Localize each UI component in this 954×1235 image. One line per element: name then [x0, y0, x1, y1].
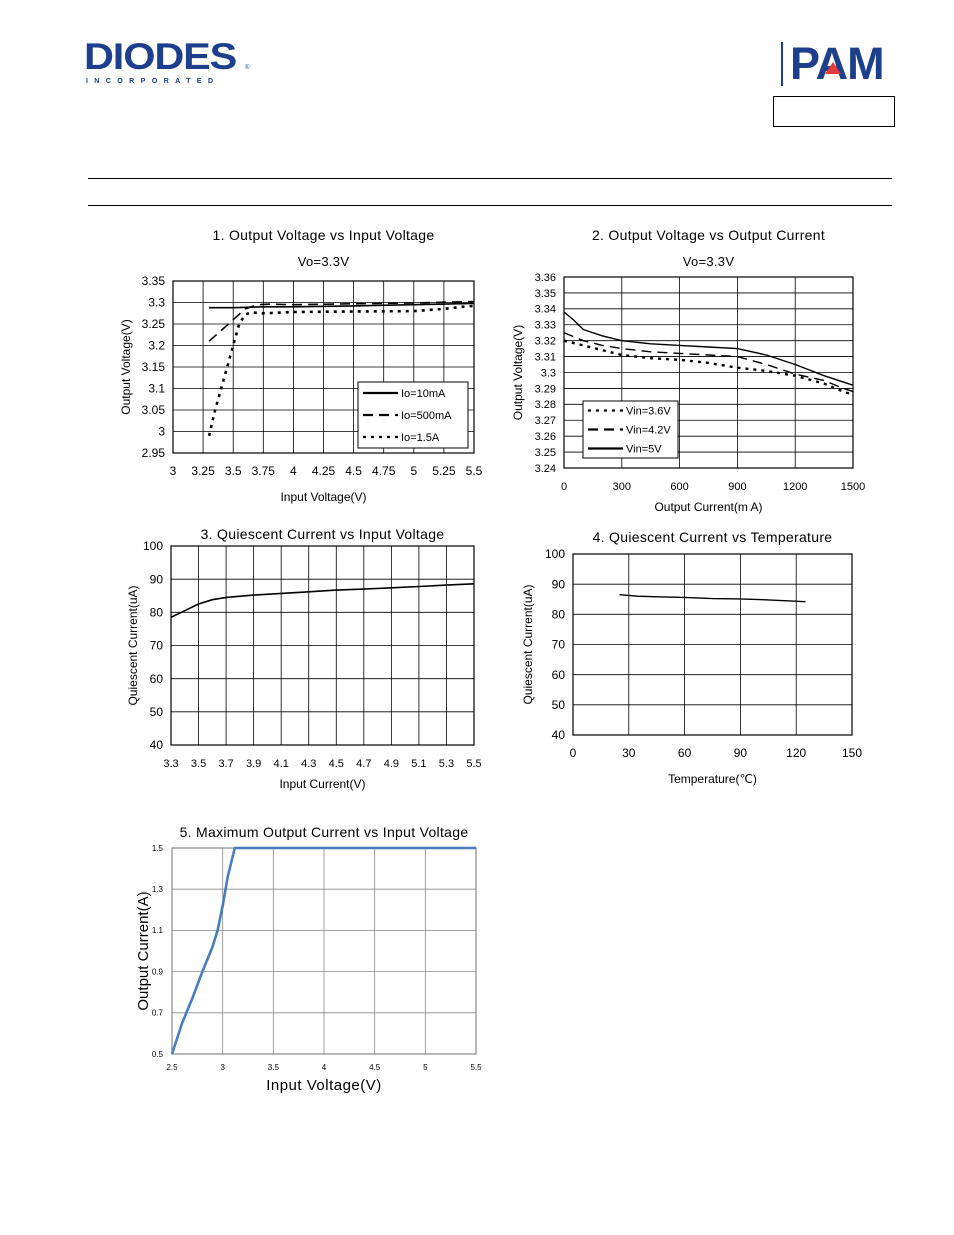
chart-4-y-tick-label: 80: [551, 607, 565, 622]
chart-3-x-tick-label: 4.1: [273, 758, 289, 770]
chart-1-x-tick-label: 5.5: [465, 464, 483, 478]
chart-5-y-axis-label: Output Current(A): [135, 891, 152, 1011]
chart-2-subtitle: Vo=3.3V: [682, 254, 735, 269]
chart-2-y-tick-label: 3.25: [534, 446, 556, 459]
chart-3-y-tick-label: 90: [149, 572, 163, 587]
chart-1-y-tick-label: 3: [158, 424, 165, 439]
chart-3-x-tick-label: 5.1: [411, 758, 427, 770]
chart-1-x-tick-label: 4.25: [311, 464, 336, 478]
chart-4-x-tick-label: 60: [677, 746, 692, 760]
chart-1-y-axis-label: Output Voltage(V): [119, 319, 133, 415]
chart-5-y-tick-label: 1.1: [151, 926, 163, 936]
chart-4-y-tick-label: 60: [551, 667, 565, 682]
chart-5-y-tick-label: 1.3: [151, 885, 163, 894]
chart-1-title: 1. Output Voltage vs Input Voltage: [212, 227, 435, 243]
chart-5-x-tick-label: 4: [321, 1063, 327, 1072]
chart-1-x-tick-label: 4.5: [345, 464, 362, 478]
chart-2-x-axis-label: Output Current(m A): [654, 500, 763, 514]
chart-3-x-tick-label: 4.3: [301, 758, 317, 770]
chart-4-title: 4. Quiescent Current vs Temperature: [592, 529, 833, 545]
chart-5-x-tick-label: 4.5: [369, 1063, 381, 1072]
chart-2-x-tick-label: 600: [670, 481, 689, 493]
chart-2-y-tick-label: 3.34: [534, 303, 556, 316]
chart-2-y-tick-label: 3.24: [534, 462, 556, 475]
chart-2-title: 2. Output Voltage vs Output Current: [591, 227, 826, 243]
chart-1-subtitle: Vo=3.3V: [297, 254, 350, 269]
chart-1-y-tick-label: 3.05: [141, 403, 165, 418]
chart-3-y-tick-label: 80: [149, 605, 163, 620]
chart-3-y-tick-label: 50: [149, 705, 163, 720]
chart-2-y-tick-label: 3.27: [534, 415, 556, 428]
chart-1-x-tick-label: 3.75: [251, 464, 275, 478]
chart-5-x-tick-label: 5: [423, 1063, 428, 1072]
chart-1-y-tick-label: 3.2: [148, 338, 165, 353]
chart-1-y-tick-label: 3.35: [141, 274, 165, 289]
chart-3-x-tick-label: 3.3: [163, 758, 179, 770]
chart-3-x-tick-label: 4.5: [328, 758, 344, 770]
chart-1-x-tick-label: 3.25: [191, 464, 215, 478]
chart-3-y-tick-label: 70: [149, 638, 163, 653]
chart-4-y-tick-label: 70: [551, 637, 565, 652]
diodes-logo-text: DIODES: [84, 36, 237, 77]
chart-1-x-tick-label: 3: [169, 464, 177, 478]
chart-1-y-tick-label: 3.1: [148, 381, 165, 396]
chart-5-y-tick-label: 0.9: [151, 967, 163, 977]
chart-3-x-tick-label: 5.5: [466, 758, 482, 770]
chart-1-x-tick-label: 5.25: [432, 464, 456, 478]
chart-4-x-tick-label: 30: [622, 746, 636, 760]
chart-1-series-line: [209, 302, 474, 342]
chart-4-y-tick-label: 100: [544, 547, 565, 562]
chart-3-x-tick-label: 4.7: [356, 758, 372, 770]
chart-2-y-tick-label: 3.28: [534, 399, 556, 412]
chart-3-y-tick-label: 40: [149, 738, 163, 753]
chart-2-series-line: [564, 312, 853, 385]
chart-1-x-tick-label: 4: [290, 464, 297, 478]
chart-5-title: 5. Maximum Output Current vs Input Voltage: [179, 824, 469, 840]
chart-5-x-tick-label: 2.5: [166, 1063, 178, 1072]
chart-1-x-tick-label: 5: [410, 464, 418, 478]
chart-2-y-tick-label: 3.3: [540, 367, 556, 380]
chart-2-y-tick-label: 3.35: [534, 287, 556, 300]
chart-2-legend-label: Vin=4.2V: [626, 424, 671, 437]
chart-4-x-tick-label: 150: [841, 746, 863, 760]
chart-2-y-tick-label: 3.29: [534, 383, 556, 396]
chart-2-x-tick-label: 1200: [782, 481, 808, 493]
chart-2-y-tick-label: 3.33: [534, 319, 556, 332]
chart-2-x-tick-label: 0: [560, 481, 568, 493]
chart-4-y-tick-label: 90: [551, 577, 565, 592]
chart-2-y-tick-label: 3.31: [534, 351, 556, 364]
chart-1-legend-label: Io=500mA: [401, 410, 452, 422]
chart-1-y-tick-label: 3.25: [141, 317, 165, 332]
chart-2-y-axis-label: Output Voltage(V): [511, 324, 525, 421]
chart-1-legend-label: Io=10mA: [401, 388, 446, 400]
chart-4-x-tick-label: 90: [733, 746, 748, 760]
chart-3-y-axis-label: Quiescent Current(uA): [126, 585, 140, 706]
chart-5-x-axis-label: Input Voltage(V): [266, 1077, 382, 1094]
chart-2-y-tick-label: 3.26: [534, 431, 556, 444]
chart-1-x-axis-label: Input Voltage(V): [280, 490, 367, 504]
chart-2-series-line: [564, 341, 853, 395]
chart-5-x-tick-label: 5.5: [470, 1063, 482, 1072]
chart-1-legend-label: Io=1.5A: [401, 432, 440, 444]
chart-5-y-tick-label: 1.5: [151, 843, 163, 853]
chart-3-y-tick-label: 60: [149, 671, 163, 686]
chart-5-x-tick-label: 3: [220, 1063, 225, 1072]
chart-4-x-axis-label: Temperature(℃): [668, 772, 757, 786]
chart-2-x-tick-label: 900: [728, 481, 747, 493]
chart-5-y-tick-label: 0.7: [151, 1008, 163, 1018]
chart-3-y-tick-label: 100: [142, 539, 163, 554]
chart-5-x-tick-label: 3.5: [267, 1063, 279, 1072]
chart-4-x-tick-label: 0: [569, 746, 577, 760]
diodes-logo-subtext: INCORPORATED: [86, 76, 220, 85]
chart-1-y-tick-label: 3.3: [148, 295, 165, 310]
chart-2-x-tick-label: 300: [612, 481, 631, 493]
chart-4-y-tick-label: 50: [551, 698, 565, 713]
chart-3-x-tick-label: 4.9: [383, 758, 400, 770]
chart-3-title: 3. Quiescent Current vs Input Voltage: [200, 526, 445, 542]
chart-1-y-tick-label: 2.95: [141, 446, 165, 461]
chart-3-x-axis-label: Input Current(V): [279, 777, 366, 791]
chart-4-y-axis-label: Quiescent Current(uA): [521, 584, 535, 705]
chart-5-y-tick-label: 0.5: [151, 1049, 163, 1059]
chart-2-y-tick-label: 3.32: [534, 335, 556, 348]
chart-2-legend-label: Vin=5V: [626, 443, 662, 456]
chart-3-x-tick-label: 3.9: [245, 758, 262, 770]
chart-2-legend-label: Vin=3.6V: [626, 405, 671, 418]
chart-3-x-tick-label: 5.3: [438, 758, 455, 770]
chart-3-x-tick-label: 3.5: [190, 758, 207, 770]
chart-4-x-tick-label: 120: [786, 746, 807, 760]
registered-mark: ®: [245, 65, 250, 71]
chart-1-x-tick-label: 3.5: [224, 464, 242, 478]
chart-1-y-tick-label: 3.15: [141, 360, 165, 375]
chart-4-series-line: [620, 595, 806, 602]
chart-1-x-tick-label: 4.75: [372, 464, 396, 478]
chart-4-y-tick-label: 40: [551, 728, 565, 743]
chart-3-x-tick-label: 3.7: [218, 758, 234, 770]
chart-2-y-tick-label: 3.36: [534, 271, 556, 284]
chart-2-x-tick-label: 1500: [840, 481, 866, 493]
pam-logo-text: PAM: [790, 38, 884, 89]
